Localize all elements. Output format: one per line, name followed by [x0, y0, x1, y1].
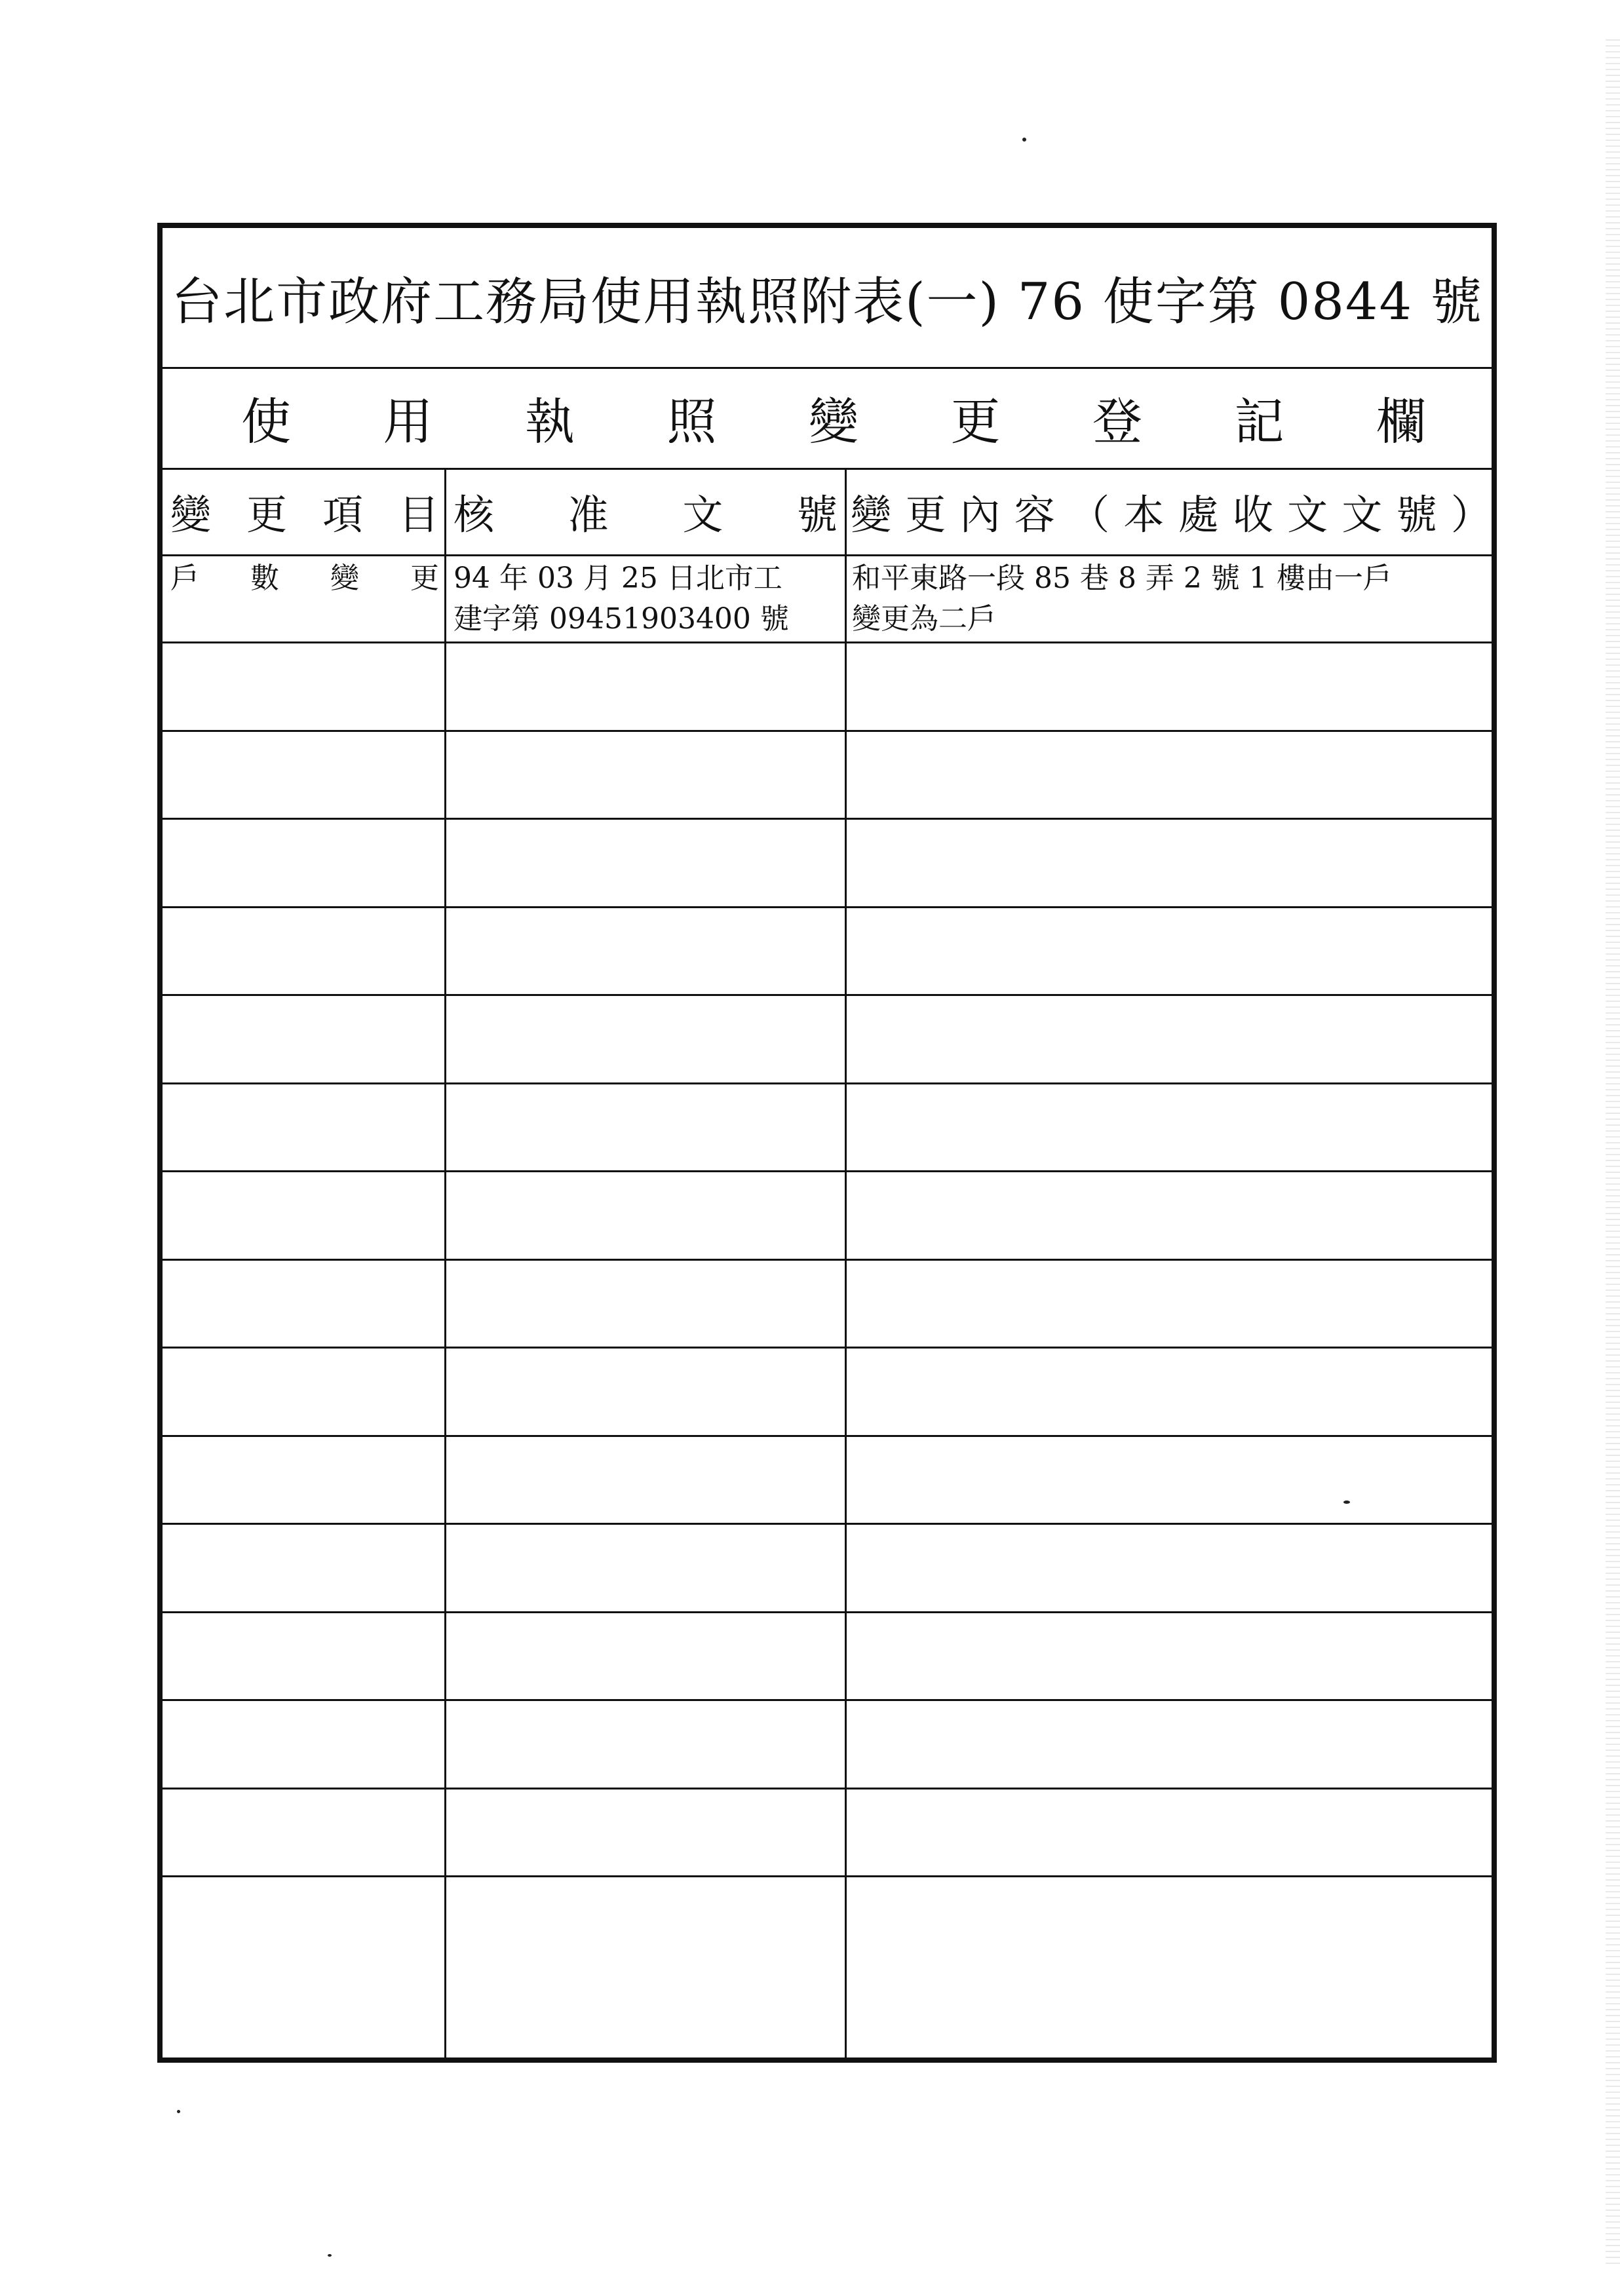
table-row-line	[163, 730, 1492, 732]
header-change-content	[851, 468, 1492, 554]
header-divider	[163, 554, 1492, 556]
column-divider	[444, 468, 446, 2057]
form-subtitle-row	[163, 367, 1492, 470]
scan-speck	[328, 2254, 332, 2257]
subtitle-char: 照	[666, 392, 717, 451]
header-char: 處	[1178, 490, 1219, 539]
entry-approval-line: 建字第 09451903400 號	[453, 602, 789, 636]
form-subtitle	[241, 367, 1426, 468]
header-char: 容	[1014, 490, 1055, 539]
header-char: 核	[453, 490, 495, 539]
table-row-line	[163, 1435, 1492, 1437]
header-char: （	[1069, 490, 1110, 539]
form-title-row	[163, 228, 1492, 369]
header-char: 更	[905, 490, 946, 539]
table-row-line	[163, 1523, 1492, 1525]
table-row-line	[163, 818, 1492, 820]
table-row-line	[163, 906, 1492, 908]
header-char: 文	[682, 490, 723, 539]
header-char: 本	[1123, 490, 1165, 539]
header-char: 文	[1341, 490, 1383, 539]
header-char: 收	[1232, 490, 1273, 539]
entry-content-line: 變更為二戶	[852, 602, 996, 636]
table-row-line	[163, 994, 1492, 996]
header-char: 准	[568, 490, 609, 539]
entry-char: 戶	[170, 562, 199, 595]
table-row-line	[163, 1170, 1492, 1172]
subtitle-char: 記	[1234, 392, 1284, 451]
subtitle-char: 登	[1092, 392, 1142, 451]
subtitle-char: 更	[950, 392, 1001, 451]
change-record-table	[163, 468, 1492, 2057]
table-row-line	[163, 1699, 1492, 1701]
header-char: 更	[246, 490, 287, 539]
table-row-line	[163, 1347, 1492, 1349]
usage-license-change-form	[157, 223, 1497, 2063]
scan-speck	[177, 2110, 180, 2113]
header-char: 目	[398, 490, 439, 539]
column-divider	[845, 468, 847, 2057]
subtitle-char: 使	[241, 392, 291, 451]
scan-speck	[1022, 138, 1026, 142]
scan-edge-noise	[1606, 39, 1620, 2267]
subtitle-char: 變	[809, 392, 858, 451]
header-approval-number	[453, 468, 840, 554]
header-char: ）	[1450, 490, 1492, 539]
entry-approval-number	[453, 558, 789, 640]
header-char: 項	[322, 490, 363, 539]
subtitle-char: 執	[525, 392, 575, 451]
table-row-line	[163, 1788, 1492, 1789]
header-char: 號	[1396, 490, 1437, 539]
entry-change-content	[852, 558, 1392, 640]
header-char: 號	[796, 490, 838, 539]
entry-char: 更	[410, 562, 439, 595]
entry-approval-line: 94 年 03 月 25 日北市工	[453, 562, 782, 595]
form-title: 台北市政府工務局使用執照附表(一) 76 使字第 0844 號	[171, 273, 1483, 332]
table-row-line	[163, 1875, 1492, 1877]
subtitle-char: 欄	[1376, 392, 1426, 451]
header-char: 變	[851, 490, 892, 539]
header-char: 文	[1287, 490, 1328, 539]
header-char: 內	[959, 490, 1001, 539]
table-row-line	[163, 1259, 1492, 1261]
entry-content-line: 和平東路一段 85 巷 8 弄 2 號 1 樓由一戶	[852, 562, 1392, 595]
header-change-item	[170, 468, 442, 554]
entry-char: 變	[330, 562, 359, 595]
header-char: 變	[170, 490, 212, 539]
table-row-line	[163, 641, 1492, 643]
table-row-line	[163, 1082, 1492, 1084]
table-row-line	[163, 1611, 1492, 1613]
entry-change-item	[170, 558, 439, 599]
entry-char: 數	[250, 562, 279, 595]
subtitle-char: 用	[383, 392, 433, 451]
